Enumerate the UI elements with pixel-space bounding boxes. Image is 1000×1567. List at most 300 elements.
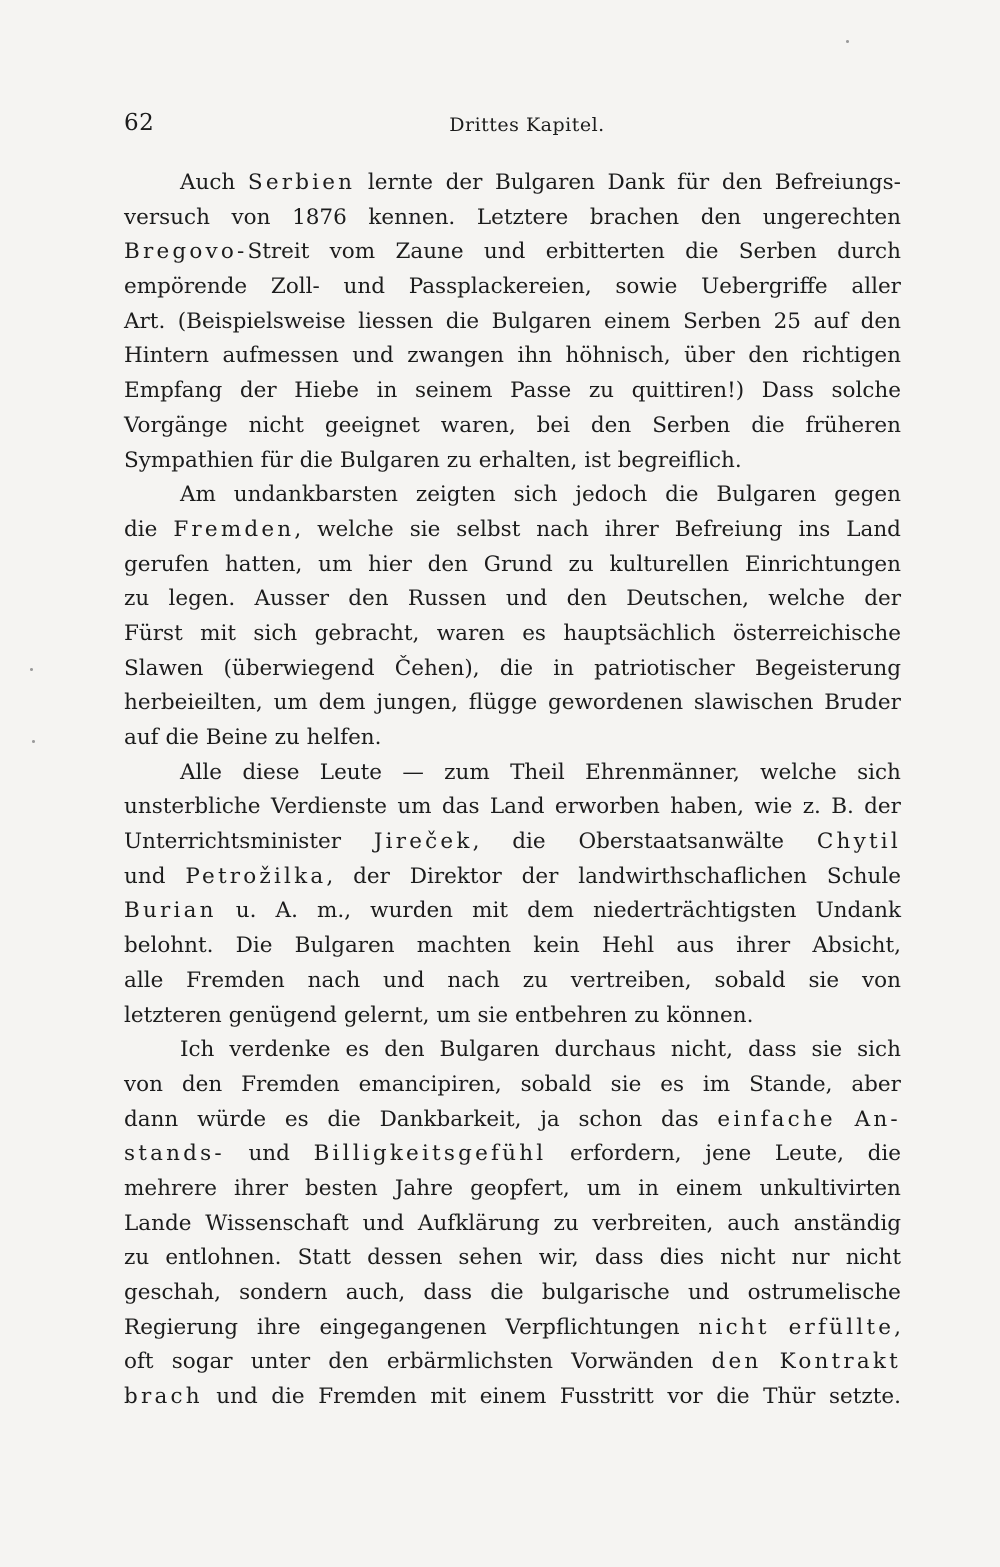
text-line [124, 929, 901, 964]
word: für [260, 447, 293, 473]
text-line [124, 1068, 901, 1103]
word: Thür [763, 1384, 816, 1410]
word: und [216, 1384, 258, 1410]
word: Unterrichtsminister [124, 829, 341, 855]
word: von [862, 967, 901, 993]
word: versuch [124, 204, 210, 230]
word: bei [536, 412, 570, 438]
word: Hehl [601, 933, 655, 959]
word: Ehrenmänner, [585, 759, 740, 785]
word: Passe [510, 378, 572, 404]
word: gewordenen [548, 690, 684, 716]
word: sogar [171, 1349, 233, 1375]
word: Vorgänge [124, 412, 228, 438]
word: herbeieilten, [124, 690, 263, 716]
word: Befreiungs- [774, 170, 901, 195]
word: Dass [761, 378, 814, 404]
word: auch, [345, 1280, 406, 1305]
word: die [685, 239, 719, 265]
word: jedoch [575, 482, 648, 508]
text-line [124, 201, 901, 236]
text-line [124, 409, 901, 444]
word: Sympathien [124, 447, 254, 473]
word: zeigten [415, 482, 496, 508]
word: dass [594, 1245, 644, 1271]
word: Einrichtungen [744, 551, 901, 577]
word: Dank [607, 170, 665, 195]
word: höhnisch, [565, 343, 671, 369]
word: Jahre [394, 1175, 454, 1201]
word: B. [831, 794, 854, 820]
word: sich [857, 1037, 901, 1063]
word: Kontrakt [779, 1349, 901, 1375]
word: u. [235, 898, 257, 924]
word: sich [857, 759, 901, 785]
word: vertreiben, [570, 967, 692, 993]
word: Fremden [241, 1071, 340, 1097]
word: zu [124, 1245, 150, 1271]
word: zwangen [407, 343, 504, 369]
word: den [348, 586, 389, 612]
paper-speck [32, 740, 35, 743]
word: setzte. [828, 1384, 901, 1410]
word: 1876 [292, 204, 347, 230]
word: Stande, [749, 1071, 833, 1097]
word: ostrumelische [747, 1280, 901, 1305]
text-line [124, 1137, 901, 1172]
word: (Beispielsweise [177, 308, 346, 334]
text-line [124, 1103, 901, 1138]
word: entbehren [515, 1002, 628, 1028]
page-header [124, 110, 900, 146]
word: auf [124, 725, 159, 750]
word: früheren [805, 412, 901, 438]
text-line [124, 235, 901, 270]
word: Befreiung [674, 516, 783, 542]
word: kulturellen [609, 551, 730, 577]
word: mit [200, 620, 237, 646]
word: von [124, 1071, 163, 1097]
text-line [124, 305, 901, 340]
word: und [248, 1141, 290, 1167]
text-line [124, 1033, 901, 1068]
word: genügend [228, 1002, 337, 1028]
word: Letztere [476, 204, 569, 230]
word: brach [124, 1384, 203, 1410]
word: Serben [683, 308, 762, 334]
word: Beine [205, 725, 268, 750]
word: selbst [456, 516, 521, 542]
word: Alle [180, 759, 223, 785]
word: das [441, 794, 480, 820]
word: dies [659, 1245, 705, 1271]
word: ihre [256, 1314, 301, 1340]
word: hatten, [224, 551, 303, 577]
word: slawischen [693, 690, 814, 716]
word: zu [522, 967, 548, 993]
word: nur [791, 1245, 830, 1271]
word: sich [513, 482, 558, 508]
word: es [345, 1037, 370, 1063]
word: den [721, 170, 763, 195]
paper-speck [30, 668, 33, 671]
word: die [716, 1384, 750, 1410]
word: ihn [517, 343, 553, 369]
word: dem [527, 898, 575, 924]
word: Deutschen, [626, 586, 750, 612]
word: einem [675, 1175, 743, 1201]
word: helfen. [306, 725, 382, 750]
text-line [124, 1207, 901, 1242]
word: die [445, 308, 480, 334]
word: gebracht, [314, 620, 420, 646]
word: zu [274, 725, 300, 750]
word: Bulgaren [339, 447, 440, 473]
word: es [660, 1071, 684, 1097]
word: und [383, 967, 425, 993]
word: von [231, 204, 271, 230]
word: den [711, 1349, 762, 1375]
word: dann [124, 1106, 179, 1132]
word: den [748, 343, 789, 369]
word: auf [813, 308, 849, 334]
word: Hintern [124, 343, 209, 369]
word: bulgarische [541, 1280, 670, 1305]
word: nach [536, 516, 589, 542]
word: in [638, 1175, 659, 1201]
word: jungen, [376, 690, 458, 716]
word: unter [250, 1349, 311, 1375]
page-number: 62 [124, 110, 155, 136]
word: schon [578, 1106, 643, 1132]
word: um [436, 1002, 471, 1028]
word: den [181, 1071, 223, 1097]
word: den [427, 551, 468, 577]
word: ihrer [604, 516, 659, 542]
word: die [124, 516, 158, 542]
word: Ich [180, 1037, 215, 1063]
word: sie [610, 1071, 642, 1097]
word: einfache [717, 1106, 836, 1132]
word: Bulgaren [439, 1037, 540, 1063]
word: aus [676, 933, 715, 959]
word: Grund [483, 551, 553, 577]
text-line [124, 1380, 901, 1415]
word: würde [197, 1106, 267, 1132]
word: jene [705, 1141, 752, 1167]
word: Bulgaren [294, 933, 395, 959]
text-line [124, 270, 901, 305]
word: einem [604, 308, 671, 334]
word: mehrere [124, 1175, 217, 1201]
word: erfüllte, [788, 1314, 901, 1340]
word: Russen [407, 586, 487, 612]
word: die [490, 1280, 524, 1305]
text-line [124, 444, 901, 479]
word: Theil [510, 759, 565, 785]
word: die [499, 655, 534, 681]
word: entlohnen. [165, 1245, 282, 1271]
word: der [353, 863, 390, 889]
word: machten [416, 933, 512, 959]
word: Slawen [124, 655, 204, 681]
word: zu [553, 1210, 579, 1236]
word: niederträchtigsten [593, 898, 797, 924]
word: in [553, 655, 574, 681]
word: Dankbarkeit, [379, 1106, 522, 1132]
word: Aufklärung [417, 1210, 540, 1236]
word: ist [584, 447, 611, 473]
word: die [512, 829, 546, 855]
word: Verdienste [270, 794, 387, 820]
word: der [239, 378, 277, 404]
word: Bregovo-Streit [124, 239, 310, 265]
word: über [684, 343, 735, 369]
word: landwirthschaflichen [578, 863, 808, 889]
word: mit [430, 1384, 467, 1410]
word: — [402, 759, 424, 785]
word: An- [854, 1106, 901, 1132]
word: ihrer [736, 933, 791, 959]
text-line [124, 860, 901, 895]
word: um [318, 551, 353, 577]
word: Burian [124, 898, 217, 924]
word: die [165, 725, 199, 750]
word: nach [307, 967, 361, 993]
word: Direktor [409, 863, 502, 889]
word: flügge [468, 690, 538, 716]
text-line [124, 652, 901, 687]
text-line [124, 1345, 901, 1380]
text-line [124, 1172, 901, 1207]
word: Hiebe [294, 378, 360, 404]
word: erbitterten [545, 239, 665, 265]
word: (überwiegend [223, 655, 375, 681]
running-head: Drittes Kapitel. [449, 114, 605, 136]
word: sich [253, 620, 298, 646]
word: österreichische [733, 620, 901, 646]
word: und [124, 863, 166, 889]
word: 25 [773, 308, 801, 334]
word: Regierung [124, 1314, 239, 1340]
word: den [566, 586, 607, 612]
word: im [702, 1071, 731, 1097]
word: seinem [414, 378, 493, 404]
word: den [860, 308, 901, 334]
word: Fremden, [173, 516, 302, 542]
word: Bulgaren [716, 482, 817, 508]
word: den [328, 1349, 369, 1375]
text-line [124, 721, 901, 756]
word: waren, [440, 412, 516, 438]
text-line [124, 999, 901, 1034]
word: ihrer [234, 1175, 289, 1201]
word: diese [242, 759, 300, 785]
word: Oberstaatsanwälte [578, 829, 785, 855]
word: hier [368, 551, 412, 577]
word: wie [754, 794, 793, 820]
word: verbreiten, [592, 1210, 714, 1236]
word: Čehen), [394, 655, 480, 681]
word: gerufen [124, 551, 210, 577]
word: Wissenschaft [205, 1210, 349, 1236]
word: um [273, 690, 308, 716]
word: zu [634, 1002, 660, 1028]
word: Empfang [124, 378, 223, 404]
word: sobald [520, 1071, 592, 1097]
word: welche [317, 516, 394, 542]
word: patriotischer [594, 655, 735, 681]
word: durch [837, 239, 901, 265]
word: Schule [826, 863, 901, 889]
word: Lande [124, 1210, 192, 1236]
word: Billigkeitsgefühl [313, 1141, 547, 1167]
word: aber [851, 1071, 901, 1097]
word: Auch [180, 170, 236, 195]
word: nicht [698, 1314, 770, 1340]
word: emancipiren, [358, 1071, 502, 1097]
text-line [124, 1241, 901, 1276]
word: sowie [615, 274, 678, 300]
word: geopfert, [470, 1175, 570, 1201]
word: Serben [738, 239, 817, 265]
word: quittiren!) [631, 378, 745, 404]
word: Fremden [186, 967, 285, 993]
word: welche [768, 586, 845, 612]
word: haben, [670, 794, 745, 820]
word: Land [846, 516, 901, 542]
word: wurden [370, 898, 454, 924]
word: ungerechten [762, 204, 901, 230]
text-line [124, 339, 901, 374]
word: Absicht, [812, 933, 901, 959]
word: aller [851, 274, 901, 300]
text-line [124, 964, 901, 999]
word: unsterbliche [124, 794, 261, 820]
word: die [271, 1384, 305, 1410]
word: Serben [652, 412, 731, 438]
word: Vorwänden [571, 1349, 694, 1375]
word: ins [798, 516, 831, 542]
word: besten [305, 1175, 378, 1201]
text-line [124, 617, 901, 652]
word: dass [423, 1280, 473, 1305]
word: die [327, 1106, 361, 1132]
word: und [483, 239, 526, 265]
paper-speck [846, 40, 849, 43]
word: der [864, 586, 901, 612]
body-text [124, 166, 901, 1415]
word: brachen [589, 204, 680, 230]
word: es [284, 1106, 309, 1132]
word: zu [568, 551, 594, 577]
word: Begeisterung [754, 655, 901, 681]
word: empörende [124, 274, 248, 300]
word: Die [235, 933, 273, 959]
word: Am [180, 482, 216, 508]
word: es [522, 620, 546, 646]
word: den [384, 1037, 425, 1063]
word: und [505, 586, 548, 612]
word: geeignet [324, 412, 420, 438]
word: Petrožilka, [185, 863, 334, 889]
word: Passplackereien, [408, 274, 592, 300]
word: und [362, 1210, 405, 1236]
word: in [376, 378, 398, 404]
word: der [445, 170, 483, 195]
word: letzteren [124, 1002, 222, 1028]
word: und [343, 274, 385, 300]
text-line [124, 894, 901, 929]
word: sie [811, 1037, 843, 1063]
word: Bulgaren [491, 308, 592, 334]
word: die [665, 482, 699, 508]
word: hauptsächlich [563, 620, 716, 646]
word: liessen [358, 308, 434, 334]
word: solche [831, 378, 901, 404]
word: der [521, 863, 559, 889]
word: gelernt, [343, 1002, 430, 1028]
word: begreiflich. [617, 447, 742, 473]
word: das [661, 1106, 699, 1132]
text-line [124, 166, 901, 201]
word: zu [124, 586, 150, 612]
word: die [751, 412, 785, 438]
word: Land [489, 794, 545, 820]
text-line [124, 756, 901, 791]
word: Fremden [318, 1384, 417, 1410]
word: oft [124, 1349, 154, 1375]
text-line [124, 513, 901, 548]
word: Ausser [254, 586, 329, 612]
text-line [124, 790, 901, 825]
word: undankbarsten [233, 482, 399, 508]
word: zu [588, 378, 615, 404]
word: Zoll- [270, 274, 320, 300]
word: Statt [297, 1245, 352, 1271]
word: richtigen [802, 343, 901, 369]
word: können. [666, 1002, 754, 1028]
word: den [700, 204, 742, 230]
word: kein [533, 933, 580, 959]
text-line [124, 582, 901, 617]
word: Art. [124, 308, 166, 334]
word: nach [447, 967, 500, 993]
word: die [867, 1141, 901, 1167]
word: alle [124, 967, 164, 993]
text-line [124, 686, 901, 721]
word: welche [760, 759, 837, 785]
word: aufmessen [222, 343, 339, 369]
word: die [299, 447, 333, 473]
word: waren [436, 620, 505, 646]
word: Zaune [395, 239, 464, 265]
word: lernte [367, 170, 433, 195]
word: Uebergriffe [701, 274, 828, 300]
word: gegen [834, 482, 901, 508]
word: unkultivirten [759, 1175, 901, 1201]
word: Leute [319, 759, 383, 785]
word: geschah, [124, 1280, 221, 1305]
word: um [586, 1175, 622, 1201]
word: Fusstritt [559, 1384, 654, 1410]
word: dessen [367, 1245, 443, 1271]
text-line [124, 478, 901, 513]
word: Serbien [247, 170, 356, 195]
word: Jireček, [373, 829, 480, 855]
word: um [397, 794, 432, 820]
word: einem [479, 1384, 547, 1410]
